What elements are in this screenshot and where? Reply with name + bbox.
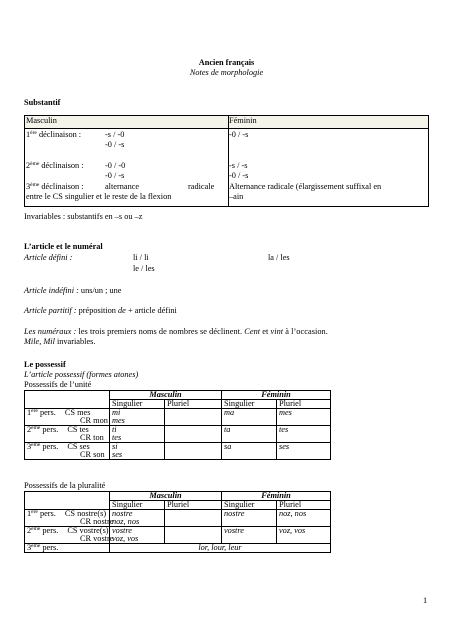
declension-1-masc-b: -0 / -s <box>105 140 125 149</box>
table-cell: CR ton <box>25 434 110 443</box>
table-header-feminin: Féminin <box>222 492 331 501</box>
table-cell: tes <box>277 426 331 435</box>
document-subtitle: Notes de morphologie <box>189 68 264 77</box>
row-label: 1ère pers. CS mes <box>25 409 110 418</box>
declension-3-masc-a: alternance <box>105 182 140 191</box>
section-heading-substantif: Substantif <box>24 98 61 107</box>
possessif-unite-table <box>24 390 331 460</box>
numeraux-line-2: Mile, Mil invariables. <box>24 337 96 346</box>
table-cell: ti <box>110 426 165 435</box>
row-label: 3ème pers. CS ses <box>25 443 110 452</box>
article-defini-fem: la / les <box>268 253 290 262</box>
table-cell: mi <box>110 409 165 418</box>
declension-3-label: 3ème déclinaison : <box>26 182 84 191</box>
article-indefini: Article indéfini : uns/un ; une <box>24 286 122 295</box>
section-heading-article: L’article et le numéral <box>24 242 103 251</box>
declension-2-label: 2ème déclinaison : <box>26 161 84 170</box>
table-row <box>25 527 331 536</box>
table-cell: vostre <box>110 527 165 536</box>
table-cell: sa <box>222 443 277 452</box>
article-defini-masc-a: li / li <box>133 253 149 262</box>
table-cell: lor, lour, leur <box>110 544 331 553</box>
table-cell: ses <box>277 443 331 452</box>
table-cell: noz, nos <box>110 518 165 527</box>
row-label: 1ère pers. CS nostre(s) <box>25 510 110 519</box>
table-cell: nostre <box>110 510 165 519</box>
row-label: 2ème pers. CS tes <box>25 426 110 435</box>
table-cell: CR mon <box>25 417 110 426</box>
col-feminin: Féminin <box>229 116 257 125</box>
row-label: 3ème pers. <box>25 544 110 553</box>
possessif-pluralite-label: Possessifs de la pluralité <box>24 481 106 490</box>
table-cell: voz, vos <box>110 535 165 544</box>
page-number: 1 <box>423 596 428 605</box>
declension-3-masc-a2: radicale <box>188 182 215 191</box>
table-cell: nostre <box>222 510 277 519</box>
possessif-subheading: L’article possessif (formes atones) <box>24 370 139 379</box>
table-cell: ma <box>222 409 277 418</box>
table-row <box>25 544 331 553</box>
declension-3-masc-b: entre le CS singulier et le reste de la flexion <box>26 192 172 201</box>
table-header-pluriel: Pluriel <box>277 501 331 510</box>
table-row <box>25 443 331 452</box>
table-row <box>25 409 331 418</box>
table-header-singulier: Singulier <box>110 400 165 409</box>
table-row <box>25 510 331 519</box>
declension-2-fem-b: -0 / -s <box>229 171 249 180</box>
table-header-masculin: Masculin <box>110 492 222 501</box>
table-header-singulier: Singulier <box>222 400 277 409</box>
declension-1-masc-a: -s / -0 <box>105 130 125 139</box>
section-heading-possessif: Le possessif <box>24 360 66 369</box>
table-row <box>25 426 331 435</box>
table-header-pluriel: Pluriel <box>165 400 222 409</box>
table-cell: CR vostre <box>25 535 110 544</box>
possessif-pluralite-table <box>24 491 331 553</box>
table-row <box>25 451 331 460</box>
col-masculin: Masculin <box>26 116 57 125</box>
table-cell: tes <box>110 434 165 443</box>
table-header-masculin: Masculin <box>110 391 222 400</box>
numeraux-line-1: Les numéraux : les trois premiers noms de nombres se déclinent. Cent et vint à l’occasion. <box>24 327 328 336</box>
possessif-unite-label: Possessifs de l’unité <box>24 380 92 389</box>
invariables-note: Invariables : substantifs en –s ou –z <box>24 212 143 221</box>
article-partitif: Article partitif : préposition de + article défini <box>24 306 177 315</box>
declension-1-label: 1ère déclinaison : <box>26 130 82 139</box>
table-cell: si <box>110 443 165 452</box>
table-cell: CR son <box>25 451 110 460</box>
declension-3-fem-b: –ain <box>229 192 244 201</box>
declension-3-fem-a: Alternance radicale (élargissement suffixal en <box>229 182 382 191</box>
article-defini-label: Article défini : <box>24 253 73 262</box>
document-title: Ancien français <box>198 58 255 67</box>
table-header-singulier: Singulier <box>222 501 277 510</box>
declension-header <box>25 116 428 129</box>
row-label: 2ème pers. CS vostre(s) <box>25 527 110 536</box>
table-cell: mes <box>110 417 165 426</box>
declension-2-masc-a: -0 / -0 <box>105 161 126 170</box>
table-cell: CR nostre <box>25 518 110 527</box>
table-header-feminin: Féminin <box>222 391 331 400</box>
table-header-singulier: Singulier <box>110 501 165 510</box>
table-row <box>25 535 331 544</box>
table-cell: vostre <box>222 527 277 536</box>
table-cell: ta <box>222 426 277 435</box>
declension-1-fem: -0 / -s <box>229 130 249 139</box>
table-cell: voz, vos <box>277 527 331 536</box>
table-cell: ses <box>110 451 165 460</box>
table-cell: mes <box>277 409 331 418</box>
table-header-pluriel: Pluriel <box>165 501 222 510</box>
declension-2-fem-a: -s / -s <box>229 161 248 170</box>
table-header-pluriel: Pluriel <box>277 400 331 409</box>
table-cell: noz, nos <box>277 510 331 519</box>
declension-2-masc-b: -0 / -s <box>105 171 125 180</box>
article-defini-masc-b: le / les <box>133 264 155 273</box>
